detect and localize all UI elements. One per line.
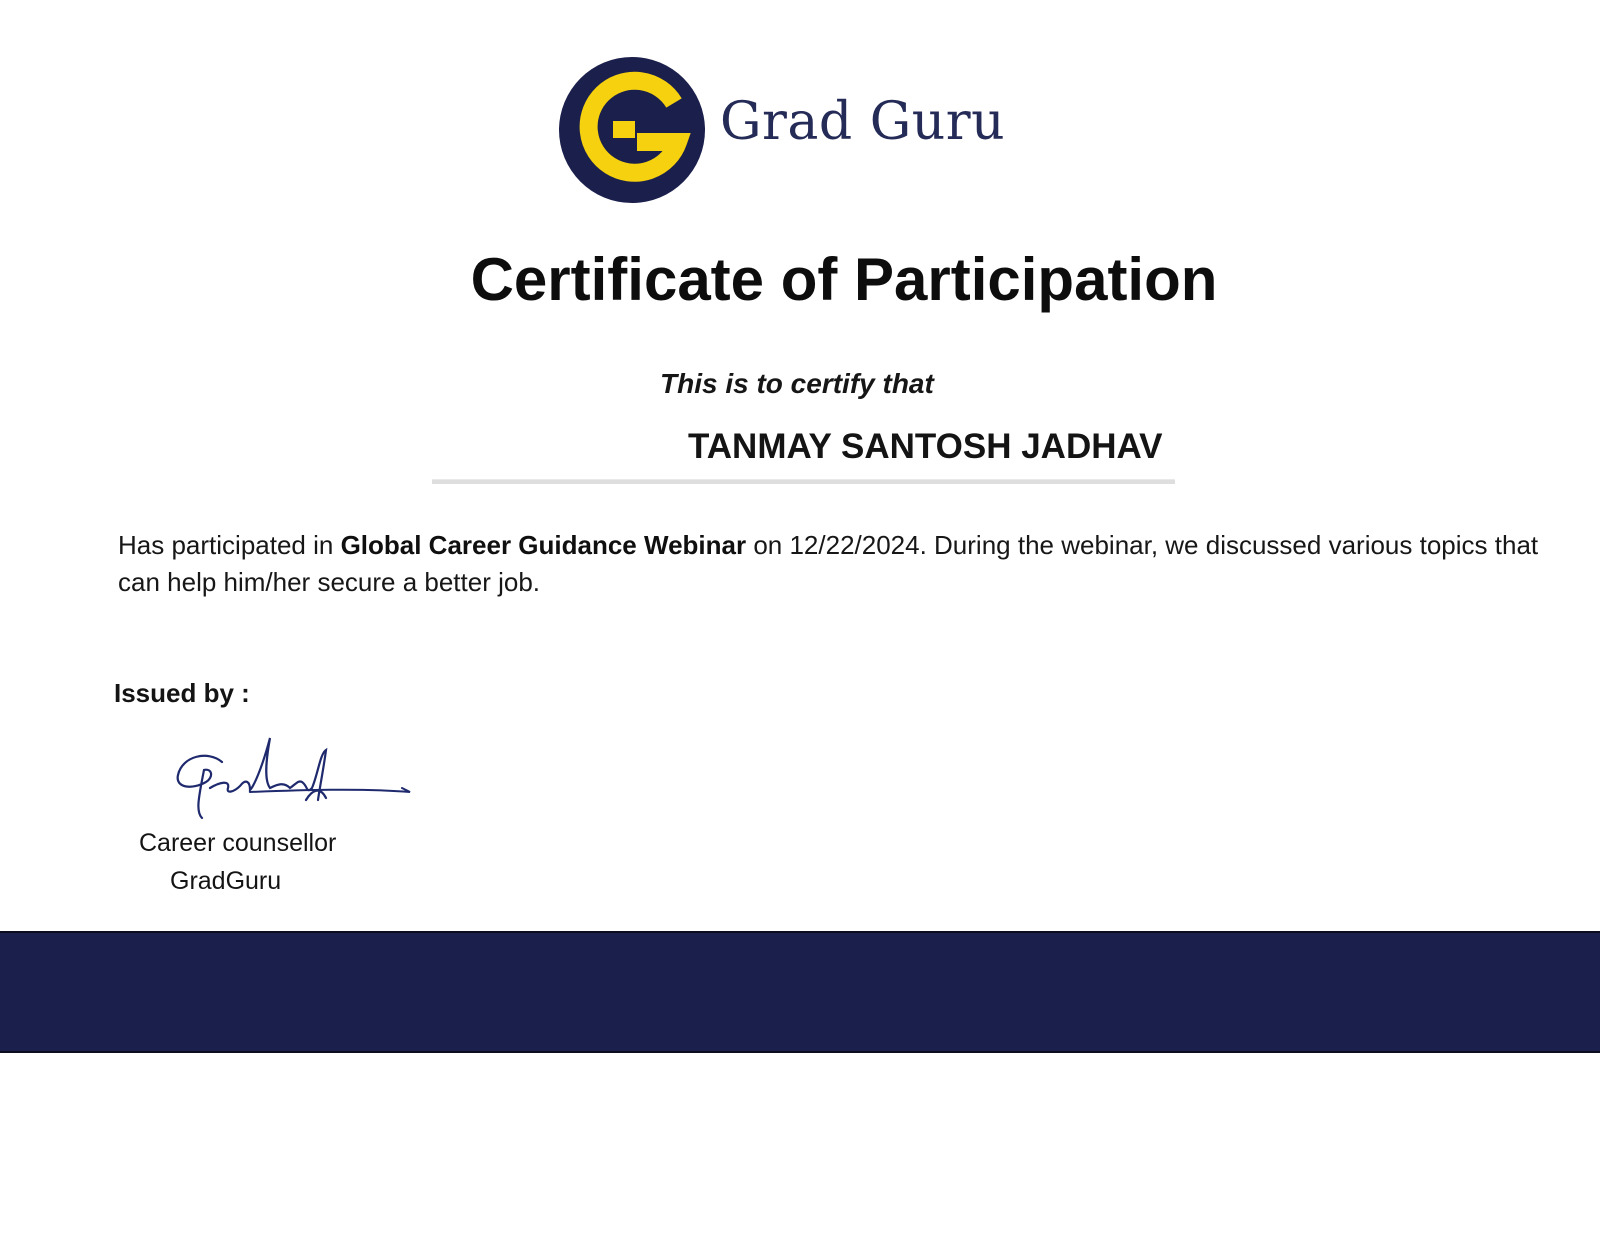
signature-icon bbox=[170, 730, 420, 840]
participation-statement bbox=[118, 527, 1550, 601]
certify-intro: This is to certify that bbox=[660, 368, 934, 399]
statement-prefix: Has participated in bbox=[118, 530, 341, 560]
issued-by-label: Issued by : bbox=[114, 678, 250, 708]
signer-role: Career counsellor bbox=[139, 829, 337, 857]
statement-suffix: on 12/22/2024. During the webinar, we discussed various topics that can help him/her secure a better job. bbox=[118, 530, 1539, 597]
footer-band bbox=[0, 931, 1600, 1053]
grad-guru-logo-icon bbox=[557, 55, 707, 205]
event-name: Global Career Guidance Webinar bbox=[340, 530, 747, 560]
brand-name: Grad Guru bbox=[720, 92, 1006, 152]
signature-stroke-main bbox=[178, 738, 326, 818]
recipient-name: TANMAY SANTOSH JADHAV bbox=[688, 427, 1163, 466]
signature-flourish bbox=[250, 788, 410, 792]
logo-g-bar bbox=[613, 121, 635, 138]
signer-organization: GradGuru bbox=[170, 867, 282, 895]
name-underline bbox=[432, 479, 1175, 484]
certificate-title: Certificate of Participation bbox=[470, 246, 1218, 313]
logo-i-dot bbox=[583, 107, 599, 123]
